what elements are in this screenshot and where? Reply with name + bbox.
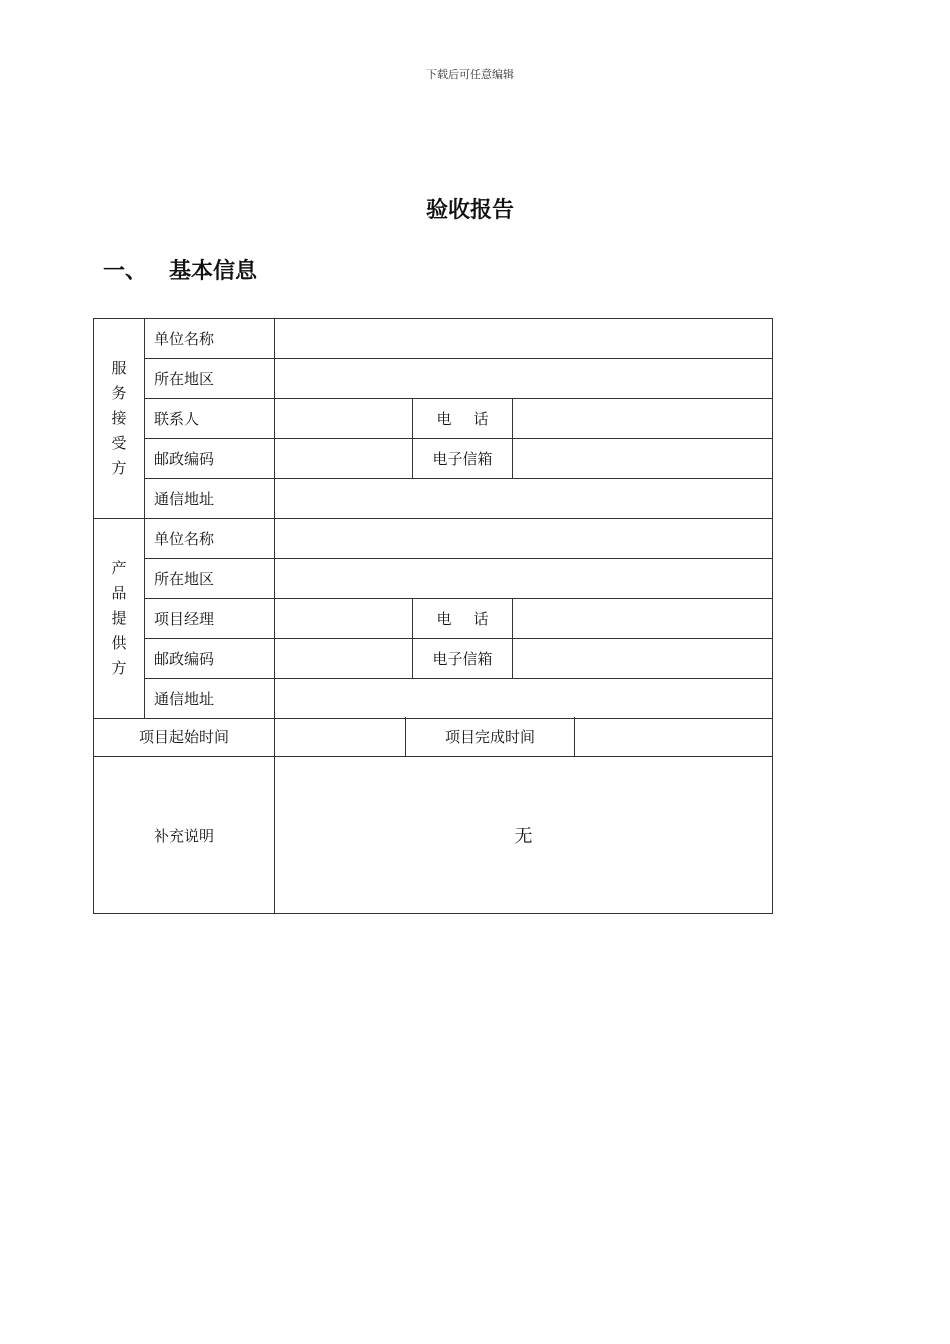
provider-email-label: 电子信箱: [413, 639, 513, 679]
table-row: [94, 559, 773, 599]
header-note: 下载后可任意编辑: [426, 68, 514, 81]
provider-manager-label: 项目经理: [145, 599, 275, 639]
provider-address-label: 通信地址: [145, 679, 275, 719]
table-row: [94, 439, 773, 479]
remarks-table: [93, 757, 773, 914]
provider-phone-field[interactable]: [513, 599, 773, 639]
table-row: [94, 479, 773, 519]
document-title: 验收报告: [425, 198, 514, 223]
receiver-unit-name-field[interactable]: [275, 319, 773, 359]
start-time-label: 项目起始时间: [94, 717, 275, 757]
section-number: 一、: [103, 259, 148, 284]
receiver-region-field[interactable]: [275, 359, 773, 399]
table-row: [94, 599, 773, 639]
receiver-email-label: 电子信箱: [413, 439, 513, 479]
receiver-contact-field[interactable]: [275, 399, 413, 439]
provider-region-field[interactable]: [275, 559, 773, 599]
table-row: [94, 717, 773, 757]
provider-email-field[interactable]: [513, 639, 773, 679]
table-row: [94, 399, 773, 439]
start-time-field[interactable]: [275, 717, 406, 757]
product-provider-group-label: 产 品 提 供 方: [94, 519, 145, 719]
provider-region-label: 所在地区: [145, 559, 275, 599]
table-row: [94, 359, 773, 399]
end-time-field[interactable]: [575, 717, 773, 757]
provider-phone-label: 电 话: [413, 599, 513, 639]
receiver-phone-label: 电 话: [413, 399, 513, 439]
receiver-contact-label: 联系人: [145, 399, 275, 439]
provider-postcode-label: 邮政编码: [145, 639, 275, 679]
receiver-phone-field[interactable]: [513, 399, 773, 439]
provider-postcode-field[interactable]: [275, 639, 413, 679]
section-heading: [103, 254, 257, 285]
basic-info-table: [93, 318, 773, 719]
receiver-postcode-label: 邮政编码: [145, 439, 275, 479]
provider-unit-name-field[interactable]: [275, 519, 773, 559]
timeline-table: [93, 717, 773, 757]
remarks-field[interactable]: 无: [275, 757, 773, 914]
receiver-email-field[interactable]: [513, 439, 773, 479]
table-row: [94, 319, 773, 359]
section-title: 基本信息: [169, 259, 258, 284]
receiver-address-label: 通信地址: [145, 479, 275, 519]
provider-address-field[interactable]: [275, 679, 773, 719]
end-time-label: 项目完成时间: [406, 717, 575, 757]
remarks-label: 补充说明: [94, 757, 275, 914]
provider-unit-name-label: 单位名称: [145, 519, 275, 559]
receiver-postcode-field[interactable]: [275, 439, 413, 479]
table-row: [94, 639, 773, 679]
table-row: [94, 679, 773, 719]
provider-manager-field[interactable]: [275, 599, 413, 639]
service-receiver-group-label: 服 务 接 受 方: [94, 319, 145, 519]
receiver-region-label: 所在地区: [145, 359, 275, 399]
receiver-unit-name-label: 单位名称: [145, 319, 275, 359]
table-row: [94, 519, 773, 559]
table-row: [94, 757, 773, 914]
receiver-address-field[interactable]: [275, 479, 773, 519]
